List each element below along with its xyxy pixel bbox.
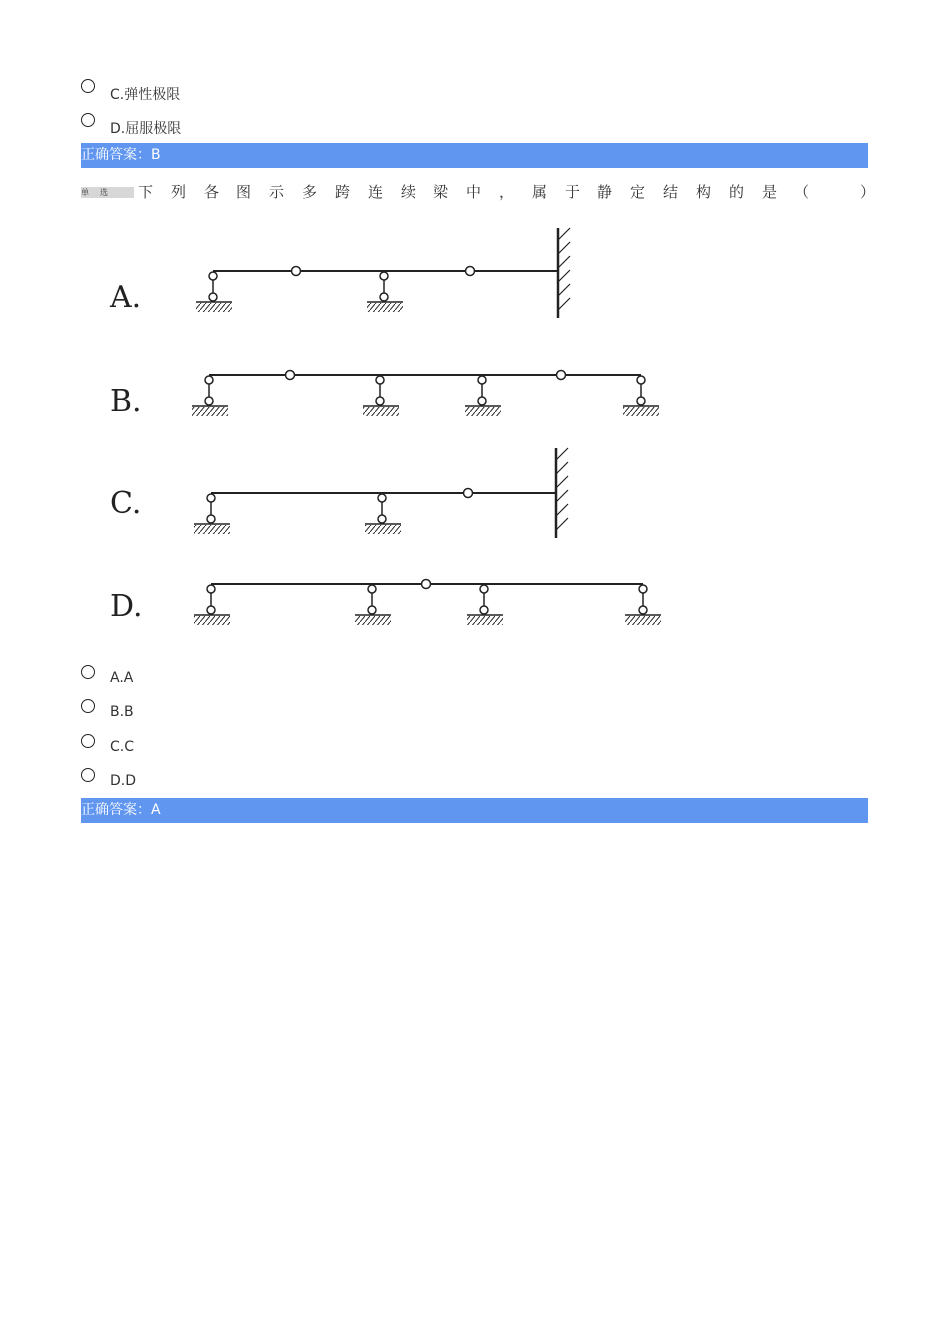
fixed-wall-icon [558,228,570,318]
question-stem-char: 连 [368,183,384,201]
option-c[interactable] [81,734,481,756]
figure-label-d: D. [110,589,143,624]
hinge-icon [422,580,431,589]
pin-support-icon [465,376,501,416]
question-stem-char: 结 [663,183,679,201]
pin-support-icon [365,494,401,534]
fixed-wall-icon [556,448,568,538]
question-stem-char: 列 [171,183,187,201]
question-stem-char: ， [499,183,515,201]
option-label: C.弹性极限 [110,87,181,103]
option-label: A.A [110,670,134,686]
option-c-prev[interactable] [81,79,481,101]
beam-diagrams-figure [100,220,680,640]
radio-button[interactable] [81,699,95,713]
question-stem-char: 构 [696,183,712,201]
option-d-prev[interactable] [81,113,481,135]
question-stem-char: 图 [236,183,252,201]
question-stem-char: 梁 [433,183,449,201]
pin-support-icon [194,494,230,534]
question-stem-char: 属 [532,183,548,201]
beam-diagram-b [110,371,659,420]
option-label: D.屈服极限 [110,121,182,137]
hinge-icon [292,267,301,276]
question-stem-char: 是 [762,183,778,201]
question-stem-char: ） [860,183,876,201]
option-d[interactable] [81,768,481,790]
question-stem-char: 定 [630,183,646,201]
pin-support-icon [192,376,228,416]
pin-support-icon [196,272,232,312]
question-stem-char: （ [794,183,810,201]
radio-button[interactable] [81,734,95,748]
pin-support-icon [363,376,399,416]
radio-button[interactable] [81,665,95,679]
figure-label-a: A. [110,280,142,315]
question-stem-char [827,181,842,202]
question-stem-char: 静 [597,183,613,201]
radio-button[interactable] [81,768,95,782]
option-label: B.B [110,704,134,720]
hinge-icon [557,371,566,380]
option-label: C.C [110,739,135,755]
question-stem-char: 各 [204,183,220,201]
option-b[interactable] [81,699,481,721]
question-type-badge: 单选 [81,187,134,198]
question-stem-char: 于 [565,183,581,201]
option-a[interactable] [81,665,481,687]
pin-support-icon [623,376,659,416]
question-stem-char: 续 [401,183,417,201]
pin-support-icon [355,585,391,625]
pin-support-icon [625,585,661,625]
hinge-icon [286,371,295,380]
pin-support-icon [367,272,403,312]
question-stem-char: 中 [466,183,482,201]
option-label: D.D [110,773,137,789]
pin-support-icon [194,585,230,625]
figure-label-c: C. [110,486,142,521]
figure-label-b: B. [110,384,142,419]
question-stem-char: 下 [138,183,154,201]
question-stem-char: 示 [269,183,285,201]
beam-diagram-d [110,580,661,626]
question-stem-char: 跨 [335,183,351,201]
question-stem-char: 多 [302,183,318,201]
radio-button[interactable] [81,79,95,93]
hinge-icon [466,267,475,276]
correct-answer-bar: 正确答案：B [81,143,868,168]
hinge-icon [464,489,473,498]
radio-button[interactable] [81,113,95,127]
beam-diagram-c [110,448,568,538]
correct-answer-bar: 正确答案：A [81,798,868,823]
beam-diagram-a [109,228,570,318]
pin-support-icon [467,585,503,625]
question-stem-char: 的 [729,183,745,201]
